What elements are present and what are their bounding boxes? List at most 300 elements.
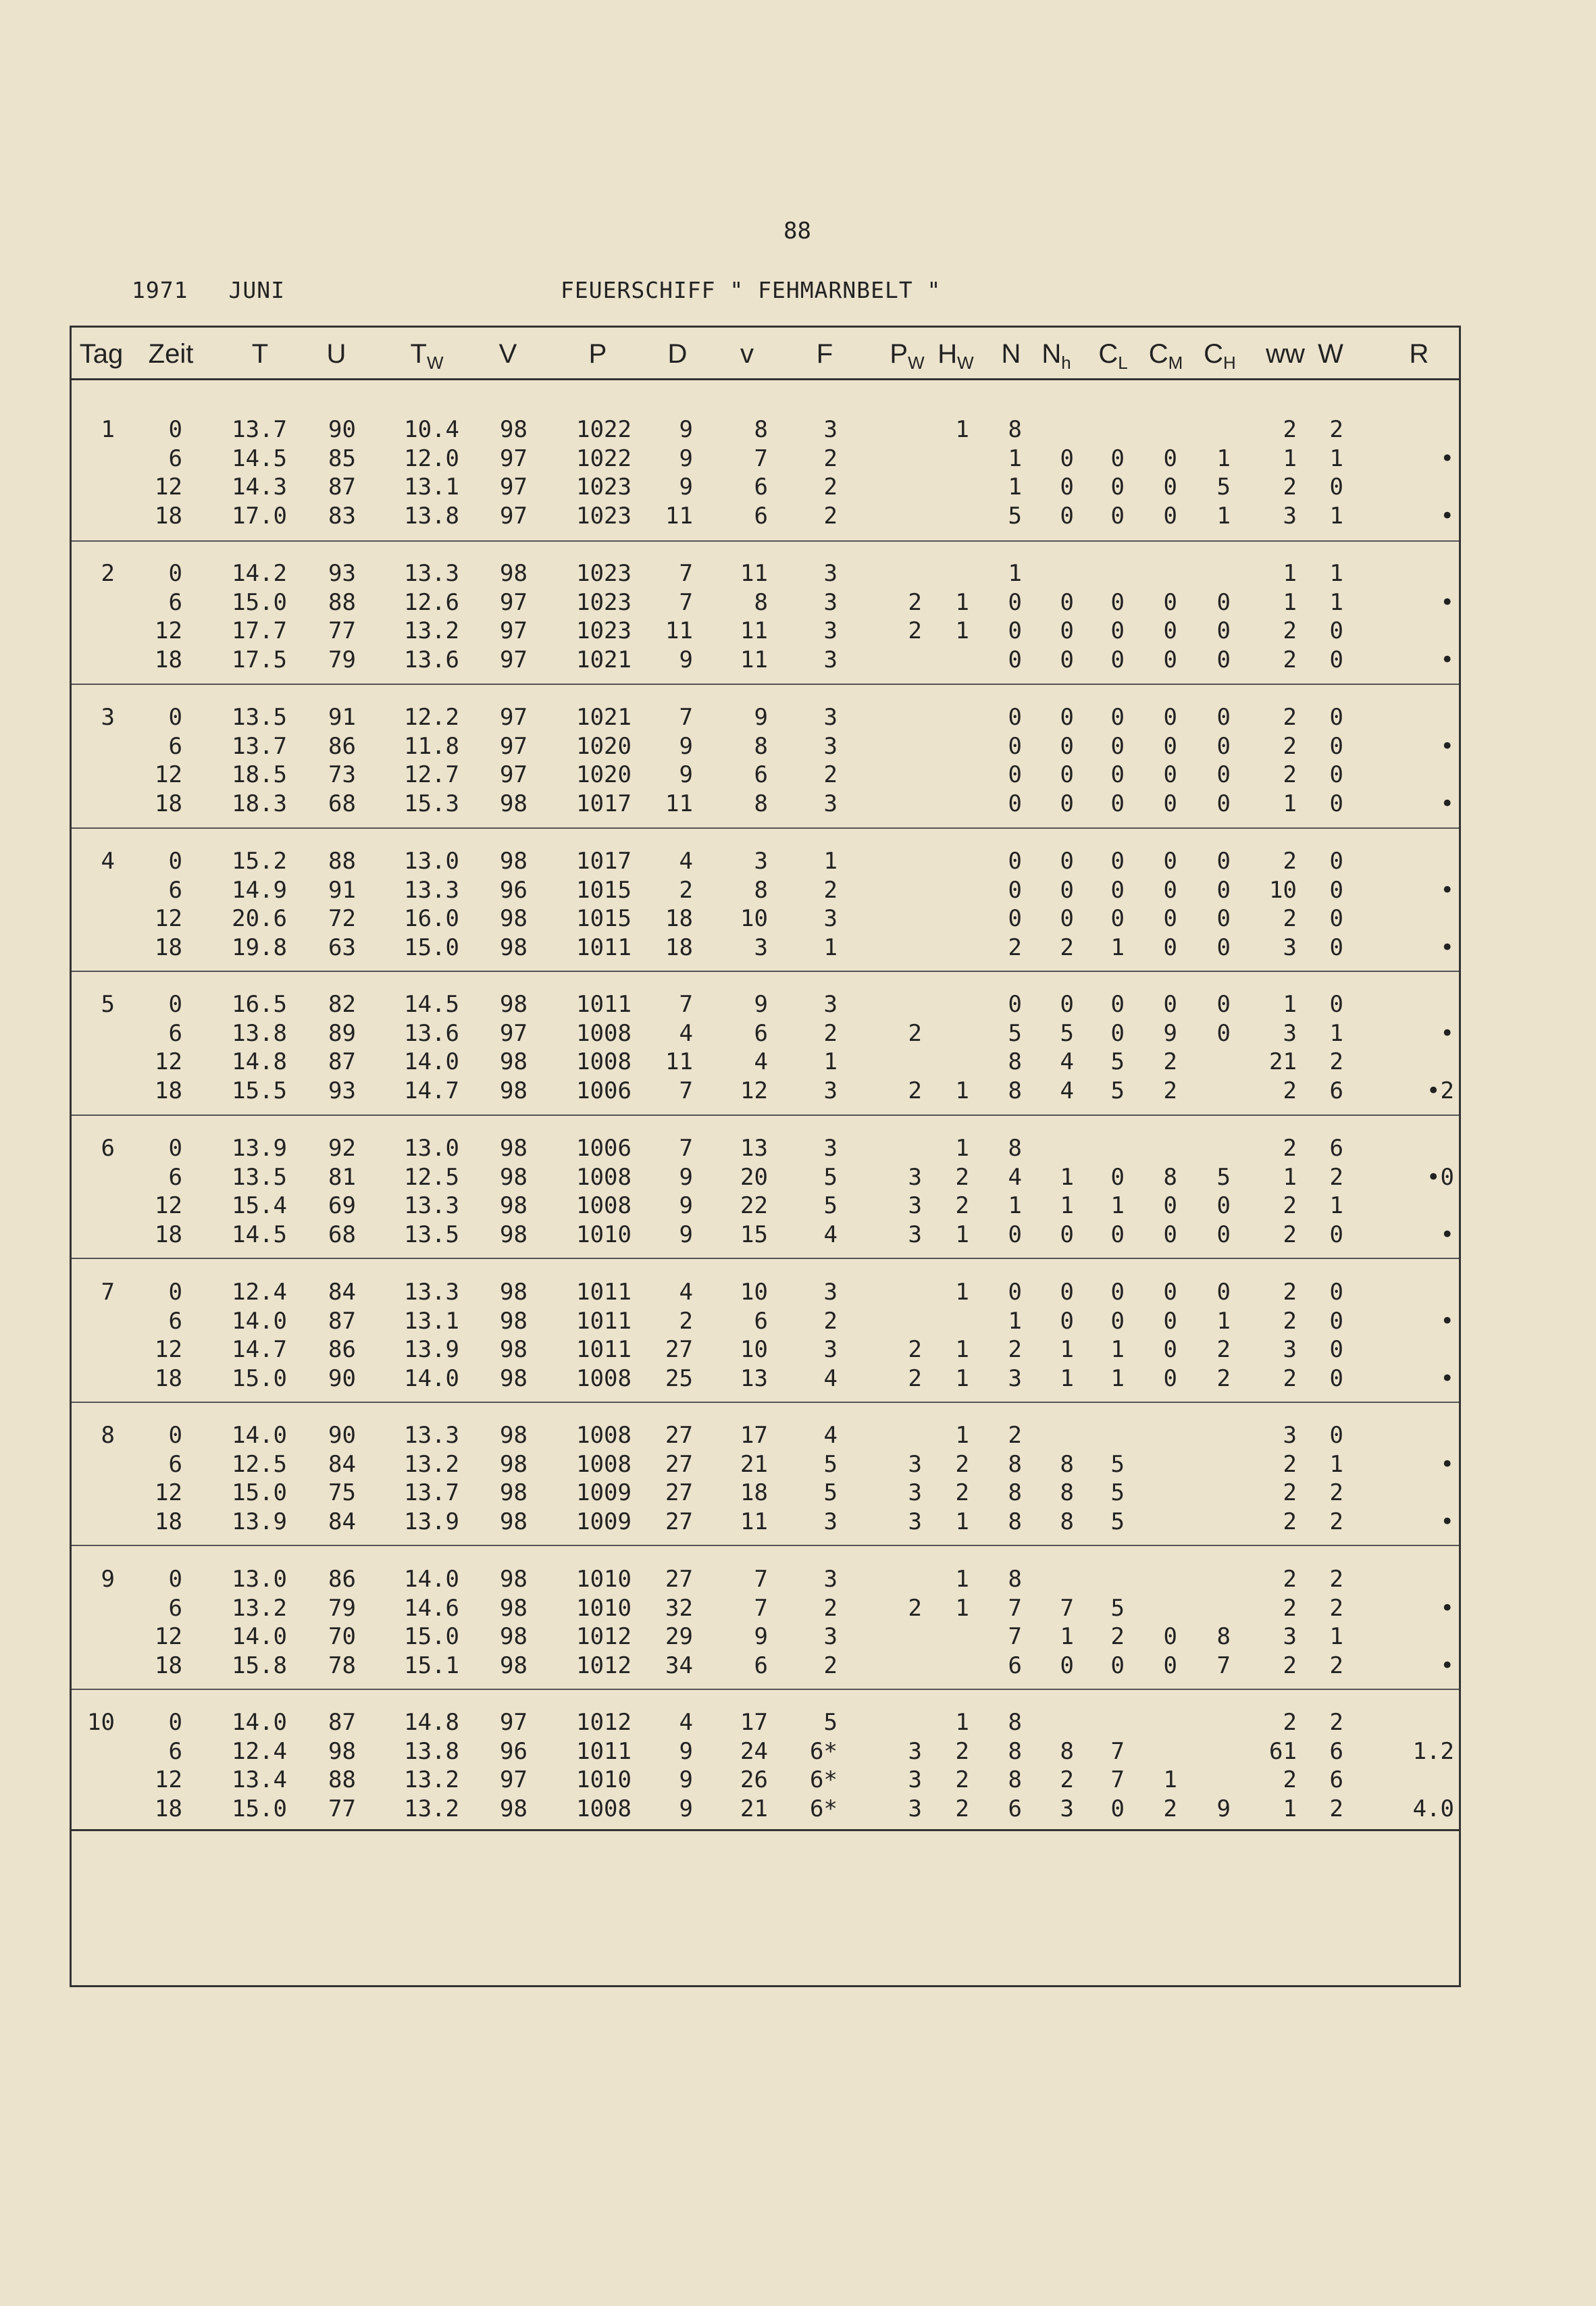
cell-t: 15.0	[232, 1795, 287, 1822]
cell-u: 63	[328, 933, 356, 961]
cell-u: 86	[328, 732, 356, 760]
cell-cl: 0	[1110, 617, 1125, 644]
cell-p: 1011	[576, 1279, 632, 1306]
cell-v: 98	[500, 1221, 527, 1248]
cell-u: 79	[328, 1594, 356, 1622]
day-separator	[72, 1545, 1459, 1546]
cell-v: 11	[740, 1508, 768, 1535]
cell-v: 8	[754, 732, 768, 760]
cell-v: 18	[740, 1479, 768, 1506]
cell-cl: 5	[1110, 1479, 1125, 1506]
cell-n: 2	[1008, 1336, 1022, 1363]
cell-d: 9	[679, 1221, 693, 1248]
cell-hw: 2	[955, 1450, 969, 1478]
cell-u: 84	[328, 1450, 356, 1478]
cell-w: 1	[1329, 1019, 1343, 1047]
cell-v: 98	[500, 933, 527, 961]
cell-tw: 13.2	[404, 1450, 459, 1478]
cell-ww: 2	[1283, 1192, 1297, 1219]
cell-ww: 1	[1283, 991, 1297, 1018]
cell-p: 1023	[576, 502, 632, 530]
cell-f: 4	[823, 1221, 838, 1248]
cell-t: 15.4	[232, 1192, 287, 1219]
cell-p: 1008	[576, 1163, 632, 1191]
cell-v: 97	[500, 1766, 527, 1793]
cell-u: 78	[328, 1651, 356, 1679]
cell-ww: 2	[1283, 1508, 1297, 1535]
cell-p: 1008	[576, 1048, 632, 1075]
cell-t: 14.8	[232, 1048, 287, 1075]
cell-v: 11	[740, 646, 768, 673]
column-header-ch: $C_H$	[1204, 339, 1236, 373]
cell-v: 26	[740, 1766, 768, 1793]
cell-u: 91	[328, 704, 356, 731]
cell-hw: 2	[955, 1795, 969, 1822]
cell-cl: 0	[1110, 732, 1125, 760]
cell-ch: 0	[1216, 1192, 1231, 1219]
cell-t: 17.5	[232, 646, 287, 673]
header-station: FEUERSCHIFF " FEHMARNBELT "	[561, 277, 942, 303]
cell-ch: 9	[1216, 1795, 1231, 1822]
cell-ww: 2	[1283, 1479, 1297, 1506]
cell-tw: 15.0	[404, 933, 459, 961]
cell-p: 1023	[576, 560, 632, 587]
cell-w: 1	[1329, 588, 1343, 616]
day-separator	[72, 827, 1459, 829]
cell-zeit: 6	[168, 1450, 182, 1478]
cell-f: 2	[823, 1019, 838, 1047]
cell-cl: 7	[1110, 1766, 1125, 1793]
cell-nh: 2	[1060, 1766, 1074, 1793]
cell-t: 14.0	[232, 1307, 287, 1335]
cell-nh: 0	[1060, 991, 1074, 1018]
cell-f: 3	[823, 617, 838, 644]
cell-cm: 0	[1163, 473, 1177, 501]
cell-n: 8	[1008, 1450, 1022, 1478]
cell-d: 32	[665, 1594, 693, 1622]
cell-u: 77	[328, 617, 356, 644]
cell-pw: 3	[908, 1479, 922, 1506]
cell-ww: 2	[1283, 1135, 1297, 1162]
cell-p: 1021	[576, 704, 632, 731]
cell-hw: 1	[955, 1221, 969, 1248]
cell-ch: 0	[1216, 761, 1231, 788]
cell-v: 98	[500, 1623, 527, 1650]
cell-nh: 0	[1060, 761, 1074, 788]
cell-p: 1021	[576, 646, 632, 673]
cell-hw: 1	[955, 1364, 969, 1392]
cell-tw: 16.0	[404, 905, 459, 932]
cell-p: 1012	[576, 1651, 632, 1679]
cell-tw: 13.1	[404, 1307, 459, 1335]
cell-w: 0	[1329, 790, 1343, 817]
cell-u: 69	[328, 1192, 356, 1219]
cell-zeit: 18	[155, 1795, 182, 1822]
cell-v: 21	[740, 1795, 768, 1822]
cell-ch: 0	[1216, 704, 1231, 731]
cell-t: 18.5	[232, 761, 287, 788]
cell-hw: 2	[955, 1737, 969, 1765]
cell-zeit: 0	[168, 1135, 182, 1162]
cell-d: 25	[665, 1364, 693, 1392]
cell-cl: 0	[1110, 588, 1125, 616]
cell-ww: 2	[1283, 646, 1297, 673]
cell-hw: 1	[955, 1135, 969, 1162]
cell-cl: 0	[1110, 905, 1125, 932]
cell-w: 1	[1329, 560, 1343, 587]
cell-v: 98	[500, 1795, 527, 1822]
cell-ww: 1	[1283, 560, 1297, 587]
cell-cm: 0	[1163, 1623, 1177, 1650]
cell-zeit: 18	[155, 1651, 182, 1679]
cell-u: 98	[328, 1737, 356, 1765]
cell-w: 2	[1329, 1709, 1343, 1736]
cell-tw: 14.5	[404, 991, 459, 1018]
cell-cm: 0	[1163, 848, 1177, 875]
cell-t: 13.5	[232, 1163, 287, 1191]
cell-f: 3	[823, 1566, 838, 1593]
cell-ww: 2	[1283, 1221, 1297, 1248]
cell-v: 98	[500, 848, 527, 875]
cell-v: 97	[500, 1709, 527, 1736]
cell-ww: 2	[1283, 473, 1297, 501]
column-header-t: T	[251, 339, 269, 369]
cell-cl: 0	[1110, 502, 1125, 530]
cell-v: 11	[740, 560, 768, 587]
cell-cm: 0	[1163, 704, 1177, 731]
cell-tw: 12.0	[404, 444, 459, 472]
cell-r: •	[1440, 1221, 1454, 1248]
cell-pw: 2	[908, 588, 922, 616]
cell-u: 82	[328, 991, 356, 1018]
header-rule	[70, 378, 1461, 380]
cell-cl: 5	[1110, 1594, 1125, 1622]
cell-ww: 2	[1283, 732, 1297, 760]
day-number: 2	[101, 560, 115, 587]
cell-v: 97	[500, 761, 527, 788]
cell-cm: 0	[1163, 732, 1177, 760]
cell-cl: 7	[1110, 1737, 1125, 1765]
cell-pw: 3	[908, 1737, 922, 1765]
cell-zeit: 18	[155, 502, 182, 530]
cell-v: 98	[500, 1364, 527, 1392]
cell-v: 6	[754, 1019, 768, 1047]
day-separator	[72, 971, 1459, 972]
cell-v: 10	[740, 905, 768, 932]
cell-p: 1020	[576, 732, 632, 760]
cell-u: 91	[328, 876, 356, 904]
cell-d: 11	[665, 617, 693, 644]
cell-ww: 2	[1283, 761, 1297, 788]
cell-ww: 2	[1283, 1566, 1297, 1593]
cell-nh: 2	[1060, 933, 1074, 961]
cell-n: 8	[1008, 1479, 1022, 1506]
cell-nh: 0	[1060, 444, 1074, 472]
cell-t: 14.5	[232, 444, 287, 472]
cell-v: 97	[500, 704, 527, 731]
cell-f: 3	[823, 1508, 838, 1535]
cell-hw: 1	[955, 1279, 969, 1306]
cell-cm: 2	[1163, 1077, 1177, 1104]
cell-ww: 3	[1283, 933, 1297, 961]
column-header-p: P	[588, 339, 607, 369]
cell-r: •	[1440, 1019, 1454, 1047]
cell-tw: 13.0	[404, 1135, 459, 1162]
cell-v: 7	[754, 1566, 768, 1593]
cell-nh: 8	[1060, 1479, 1074, 1506]
cell-d: 9	[679, 646, 693, 673]
cell-nh: 0	[1060, 502, 1074, 530]
cell-w: 1	[1329, 1192, 1343, 1219]
cell-p: 1011	[576, 991, 632, 1018]
cell-n: 8	[1008, 1737, 1022, 1765]
cell-f: 5	[823, 1163, 838, 1191]
cell-p: 1011	[576, 1737, 632, 1765]
cell-d: 9	[679, 732, 693, 760]
cell-v: 98	[500, 1479, 527, 1506]
cell-cm: 9	[1163, 1019, 1177, 1047]
cell-n: 0	[1008, 588, 1022, 616]
cell-d: 4	[679, 1279, 693, 1306]
cell-v: 98	[500, 1450, 527, 1478]
cell-d: 7	[679, 1135, 693, 1162]
cell-zeit: 18	[155, 1077, 182, 1104]
cell-v: 97	[500, 588, 527, 616]
cell-u: 90	[328, 1364, 356, 1392]
cell-t: 13.7	[232, 732, 287, 760]
cell-ch: 0	[1216, 848, 1231, 875]
cell-w: 0	[1329, 1307, 1343, 1335]
cell-n: 2	[1008, 1422, 1022, 1449]
cell-ww: 3	[1283, 1623, 1297, 1650]
cell-u: 72	[328, 905, 356, 932]
cell-f: 2	[823, 761, 838, 788]
cell-tw: 13.3	[404, 1422, 459, 1449]
cell-zeit: 12	[155, 1192, 182, 1219]
cell-ch: 0	[1216, 790, 1231, 817]
cell-cl: 0	[1110, 704, 1125, 731]
cell-f: 3	[823, 991, 838, 1018]
cell-f: 3	[823, 1623, 838, 1650]
cell-v: 98	[500, 1048, 527, 1075]
cell-v: 98	[500, 1651, 527, 1679]
cell-ww: 2	[1283, 1279, 1297, 1306]
day-number: 8	[101, 1422, 115, 1449]
cell-n: 7	[1008, 1594, 1022, 1622]
cell-cl: 1	[1110, 933, 1125, 961]
cell-cl: 0	[1110, 1307, 1125, 1335]
cell-f: 5	[823, 1479, 838, 1506]
cell-tw: 12.2	[404, 704, 459, 731]
day-separator	[72, 1402, 1459, 1403]
cell-f: 5	[823, 1709, 838, 1736]
cell-cl: 0	[1110, 1651, 1125, 1679]
cell-d: 27	[665, 1422, 693, 1449]
cell-nh: 8	[1060, 1508, 1074, 1535]
column-header-ww: ww	[1266, 339, 1305, 369]
cell-zeit: 6	[168, 732, 182, 760]
column-header-pw: $P_W$	[890, 339, 925, 373]
cell-r: 4.0	[1412, 1795, 1454, 1822]
cell-tw: 13.8	[404, 502, 459, 530]
cell-u: 93	[328, 560, 356, 587]
header-year: 1971	[132, 277, 188, 303]
cell-tw: 14.0	[404, 1364, 459, 1392]
cell-w: 2	[1329, 1795, 1343, 1822]
cell-v: 8	[754, 790, 768, 817]
cell-nh: 1	[1060, 1623, 1074, 1650]
cell-tw: 13.9	[404, 1336, 459, 1363]
cell-v: 6	[754, 761, 768, 788]
cell-nh: 3	[1060, 1795, 1074, 1822]
cell-v: 98	[500, 1279, 527, 1306]
cell-ww: 3	[1283, 1336, 1297, 1363]
cell-nh: 0	[1060, 704, 1074, 731]
cell-ww: 2	[1283, 617, 1297, 644]
cell-t: 15.0	[232, 1364, 287, 1392]
cell-d: 7	[679, 704, 693, 731]
cell-p: 1008	[576, 1019, 632, 1047]
cell-cl: 0	[1110, 1279, 1125, 1306]
cell-tw: 15.3	[404, 790, 459, 817]
cell-nh: 5	[1060, 1019, 1074, 1047]
cell-t: 15.0	[232, 1479, 287, 1506]
cell-v: 22	[740, 1192, 768, 1219]
cell-ch: 0	[1216, 1221, 1231, 1248]
cell-ww: 3	[1283, 502, 1297, 530]
cell-t: 17.7	[232, 617, 287, 644]
cell-f: 2	[823, 1307, 838, 1335]
day-number: 6	[101, 1135, 115, 1162]
cell-cm: 0	[1163, 1336, 1177, 1363]
cell-zeit: 0	[168, 991, 182, 1018]
cell-f: 4	[823, 1364, 838, 1392]
cell-d: 18	[665, 933, 693, 961]
cell-n: 0	[1008, 905, 1022, 932]
day-separator	[72, 540, 1459, 542]
cell-cm: 0	[1163, 1221, 1177, 1248]
cell-cm: 0	[1163, 1364, 1177, 1392]
cell-d: 9	[679, 1192, 693, 1219]
cell-pw: 3	[908, 1508, 922, 1535]
cell-f: 6*	[810, 1795, 838, 1822]
cell-n: 8	[1008, 416, 1022, 443]
cell-u: 88	[328, 588, 356, 616]
cell-cm: 2	[1163, 1795, 1177, 1822]
cell-zeit: 12	[155, 1766, 182, 1793]
cell-d: 7	[679, 588, 693, 616]
cell-w: 0	[1329, 933, 1343, 961]
cell-ww: 1	[1283, 1163, 1297, 1191]
cell-v: 98	[500, 1163, 527, 1191]
cell-cl: 0	[1110, 1795, 1125, 1822]
cell-cl: 5	[1110, 1048, 1125, 1075]
cell-tw: 14.7	[404, 1077, 459, 1104]
cell-v: 15	[740, 1221, 768, 1248]
cell-w: 0	[1329, 473, 1343, 501]
cell-p: 1023	[576, 588, 632, 616]
cell-ww: 3	[1283, 1019, 1297, 1047]
cell-t: 15.5	[232, 1077, 287, 1104]
cell-hw: 2	[955, 1192, 969, 1219]
cell-n: 2	[1008, 933, 1022, 961]
cell-r: •	[1440, 502, 1454, 530]
cell-v: 17	[740, 1709, 768, 1736]
cell-f: 1	[823, 933, 838, 961]
cell-cl: 0	[1110, 1221, 1125, 1248]
cell-cl: 0	[1110, 848, 1125, 875]
cell-d: 9	[679, 761, 693, 788]
column-header-w: W	[1318, 339, 1343, 369]
cell-v: 9	[754, 991, 768, 1018]
cell-cl: 5	[1110, 1450, 1125, 1478]
cell-tw: 12.6	[404, 588, 459, 616]
column-header-n: N	[1001, 339, 1021, 369]
cell-nh: 4	[1060, 1077, 1074, 1104]
cell-zeit: 0	[168, 560, 182, 587]
cell-d: 7	[679, 560, 693, 587]
header-date	[132, 277, 326, 303]
cell-hw: 1	[955, 617, 969, 644]
cell-pw: 3	[908, 1192, 922, 1219]
cell-zeit: 12	[155, 1336, 182, 1363]
cell-v: 11	[740, 617, 768, 644]
cell-v: 7	[754, 444, 768, 472]
day-separator	[72, 684, 1459, 685]
cell-ww: 2	[1283, 704, 1297, 731]
cell-t: 16.5	[232, 991, 287, 1018]
cell-r: •	[1440, 1307, 1454, 1335]
cell-t: 13.0	[232, 1566, 287, 1593]
cell-w: 2	[1329, 1566, 1343, 1593]
cell-v: 96	[500, 876, 527, 904]
cell-v: 97	[500, 617, 527, 644]
cell-d: 27	[665, 1336, 693, 1363]
cell-zeit: 12	[155, 1479, 182, 1506]
cell-f: 3	[823, 1077, 838, 1104]
cell-w: 2	[1329, 416, 1343, 443]
cell-u: 92	[328, 1135, 356, 1162]
cell-cl: 0	[1110, 991, 1125, 1018]
cell-cm: 0	[1163, 876, 1177, 904]
cell-v: 9	[754, 1623, 768, 1650]
cell-t: 14.7	[232, 1336, 287, 1363]
cell-n: 8	[1008, 1135, 1022, 1162]
column-header-tw: $T_W$	[410, 339, 444, 373]
cell-d: 9	[679, 473, 693, 501]
cell-v: 97	[500, 1019, 527, 1047]
cell-pw: 2	[908, 617, 922, 644]
cell-tw: 13.2	[404, 1766, 459, 1793]
day-number: 4	[101, 848, 115, 875]
cell-t: 12.4	[232, 1279, 287, 1306]
cell-nh: 0	[1060, 905, 1074, 932]
cell-n: 5	[1008, 1019, 1022, 1047]
cell-n: 1	[1008, 473, 1022, 501]
cell-ww: 2	[1283, 848, 1297, 875]
cell-cm: 0	[1163, 588, 1177, 616]
cell-f: 5	[823, 1450, 838, 1478]
cell-r: •	[1440, 646, 1454, 673]
column-header-d: D	[667, 339, 688, 369]
cell-u: 90	[328, 416, 356, 443]
cell-u: 75	[328, 1479, 356, 1506]
cell-p: 1008	[576, 1364, 632, 1392]
cell-f: 3	[823, 905, 838, 932]
cell-nh: 0	[1060, 1221, 1074, 1248]
cell-u: 86	[328, 1566, 356, 1593]
cell-p: 1022	[576, 416, 632, 443]
